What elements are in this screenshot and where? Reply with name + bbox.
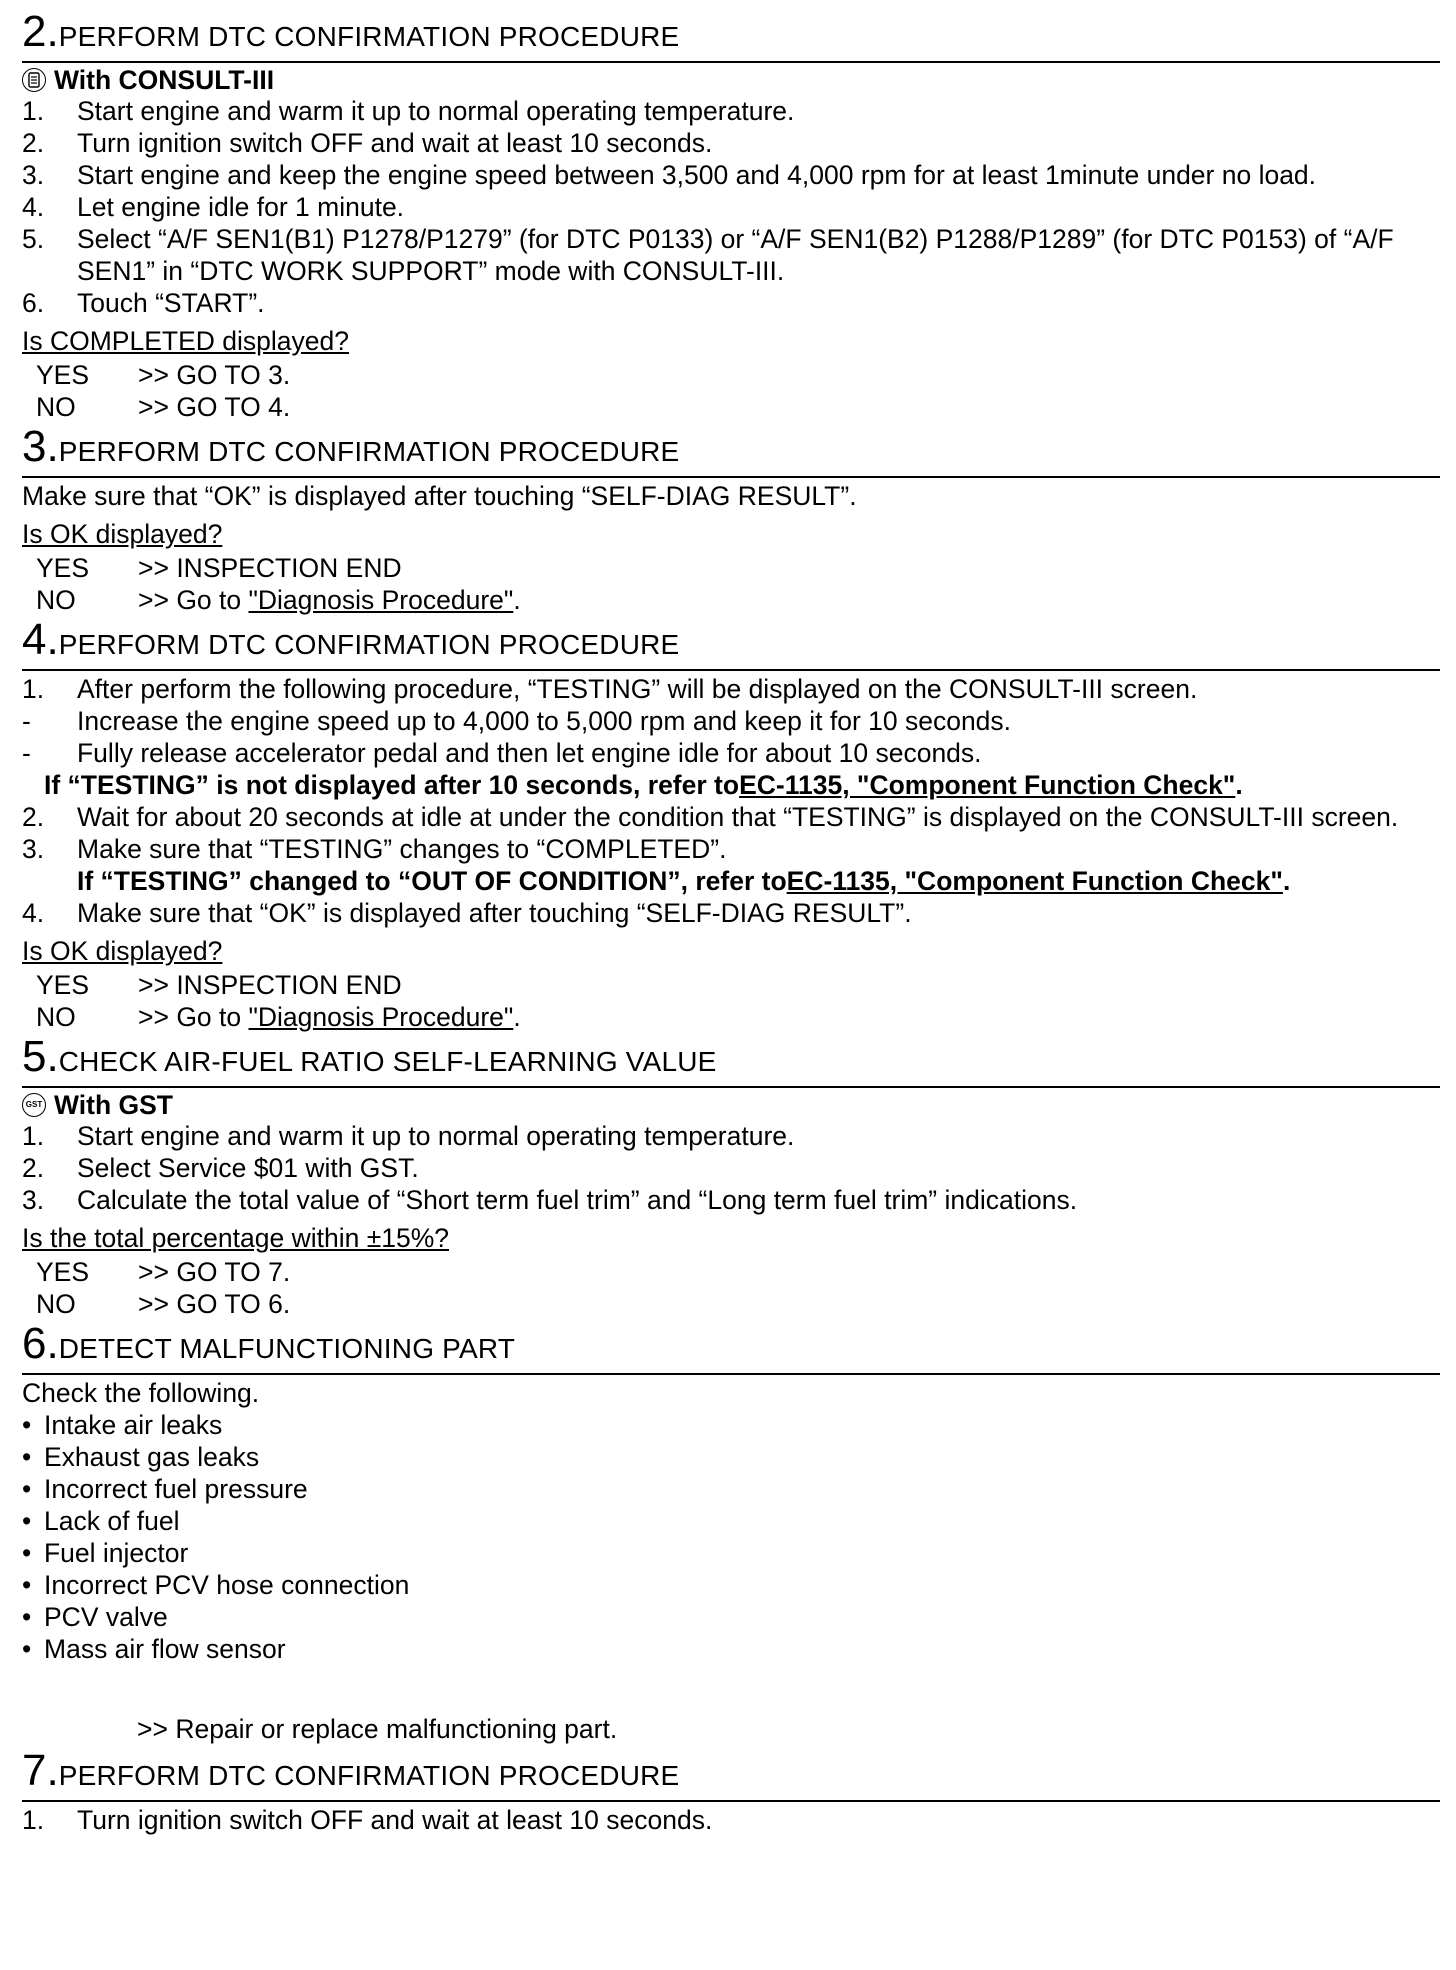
item-number: 2. [22,1153,45,1183]
step-6 [22,1320,1440,1747]
answer-no [22,584,1440,616]
list-item [22,1633,1440,1665]
item-text: Start engine and warm it up to normal operating temperature. [77,1121,795,1151]
body-text: Make sure that “OK” is displayed after touching “SELF-DIAG RESULT”. [22,481,857,511]
answer-action: >> GO TO 4. [138,392,291,422]
item-text: Fully release accelerator pedal and then let engine idle for about 10 seconds. [77,738,982,768]
answer-yes [22,359,1440,391]
punctuation: . [513,1002,521,1032]
list-item [22,191,1440,223]
body-text: Check the following. [22,1378,260,1408]
bullet: • [22,1442,32,1472]
step-number: 7. [22,1746,59,1795]
warning-note [22,769,1440,801]
answer-key: NO [36,585,76,615]
list-item [22,95,1440,127]
step-header [22,1033,1440,1088]
diagnosis-procedure-link[interactable]: "Diagnosis Procedure" [248,1002,514,1032]
step-title: PERFORM DTC CONFIRMATION PROCEDURE [58,436,680,467]
tool-requirement [22,65,1440,95]
item-text: Let engine idle for 1 minute. [77,192,405,222]
step-number: 2. [22,7,59,56]
list-item [22,897,1440,929]
item-text: Incorrect fuel pressure [44,1474,308,1504]
step-title: CHECK AIR-FUEL RATIO SELF-LEARNING VALUE [58,1046,717,1077]
diagnosis-procedure-link[interactable]: "Diagnosis Procedure" [248,585,514,615]
list-item [22,1120,1440,1152]
list-subitem [22,705,1440,737]
tool-requirement [22,1090,1440,1120]
list-item [22,1537,1440,1569]
answer-action: >> INSPECTION END [138,553,402,583]
item-number: 1. [22,96,45,126]
item-text: Start engine and warm it up to normal operating temperature. [77,96,795,126]
list-item [22,127,1440,159]
step-header [22,8,1440,63]
item-text: Calculate the total value of “Short term fuel trim” and “Long term fuel trim” indications. [77,1185,1078,1215]
punctuation: . [1282,866,1291,896]
spacer [22,1665,1440,1713]
step-title: PERFORM DTC CONFIRMATION PROCEDURE [58,629,680,660]
item-number: 1. [22,1121,45,1151]
item-dash: - [22,706,31,736]
decision-question: Is COMPLETED displayed? [22,326,349,356]
step-4 [22,616,1440,1033]
bullet: • [22,1634,32,1664]
list-item [22,1184,1440,1216]
warning-note [22,865,1440,897]
item-text: Wait for about 20 seconds at idle at under the condition that “TESTING” is displayed on the CONSULT-III screen. [77,802,1399,832]
item-number: 3. [22,1185,45,1215]
list-item [22,223,1440,287]
answer-no [22,1001,1440,1033]
step-header [22,616,1440,671]
bullet: • [22,1474,32,1504]
list-item [22,801,1440,833]
item-text: Make sure that “TESTING” changes to “COMPLETED”. [77,834,727,864]
answer-action: >> GO TO 6. [138,1289,291,1319]
list-item [22,1152,1440,1184]
item-text: Mass air flow sensor [44,1634,286,1664]
list-item [22,159,1440,191]
step-number: 5. [22,1032,59,1081]
list-item [22,833,1440,865]
item-dash: - [22,738,31,768]
item-text: After perform the following procedure, “TESTING” will be displayed on the CONSULT-III screen. [77,674,1198,704]
item-number: 1. [22,674,45,704]
list-item [22,1601,1440,1633]
item-text: Start engine and keep the engine speed between 3,500 and 4,000 rpm for at least 1minute under no load. [77,160,1317,190]
step-header [22,1747,1440,1802]
item-text: Turn ignition switch OFF and wait at least 10 seconds. [77,128,713,158]
item-number: 6. [22,288,45,318]
answer-key: YES [36,553,90,583]
item-text: Turn ignition switch OFF and wait at least 10 seconds. [77,1805,713,1835]
item-text: PCV valve [44,1602,168,1632]
item-number: 4. [22,898,45,928]
step-title: DETECT MALFUNCTIONING PART [58,1333,516,1364]
step-header [22,1320,1440,1375]
decision-question: Is OK displayed? [22,936,223,966]
answer-key: NO [36,392,76,422]
item-number: 3. [22,160,45,190]
tool-label: With GST [54,1090,173,1120]
item-text: Touch “START”. [77,288,265,318]
answer-key: NO [36,1289,76,1319]
step-title: PERFORM DTC CONFIRMATION PROCEDURE [58,21,680,52]
tool-label: With CONSULT-III [54,65,275,95]
answer-key: NO [36,1002,76,1032]
step-5 [22,1033,1440,1320]
item-text: Select Service $01 with GST. [77,1153,419,1183]
answer-key: YES [36,1257,90,1287]
answer-key: YES [36,360,90,390]
action-note: >> Repair or replace malfunctioning part. [137,1714,618,1744]
answer-action: >> INSPECTION END [138,970,402,1000]
punctuation: . [1235,770,1243,800]
item-text: Increase the engine speed up to 4,000 to 5,000 rpm and keep it for 10 seconds. [77,706,1012,736]
item-text: Incorrect PCV hose connection [44,1570,410,1600]
step-2 [22,8,1440,423]
list-item [22,1569,1440,1601]
item-text: Intake air leaks [44,1410,223,1440]
step-7 [22,1747,1440,1836]
answer-yes [22,1256,1440,1288]
answer-no [22,1288,1440,1320]
item-number: 3. [22,834,45,864]
list-item [22,1441,1440,1473]
consult-icon [22,68,46,92]
step-number: 4. [22,615,59,664]
item-number: 4. [22,192,45,222]
list-subitem [22,737,1440,769]
answer-yes [22,552,1440,584]
item-text: Select “A/F SEN1(B1) P1278/P1279” (for DTC P0133) or “A/F SEN1(B2) P1288/P1289” (for DTC P0153) of “A/F SEN1” in “DTC WORK SUPPORT” mode with CONSULT-III. [77,224,1394,286]
component-function-check-link[interactable]: EC-1135, "Component Function Check" [786,866,1283,896]
bullet: • [22,1602,32,1632]
gst-icon: GST [22,1093,46,1117]
warning-text: If “TESTING” is not displayed after 10 seconds, refer to [44,770,740,800]
step-number: 3. [22,422,59,471]
warning-text: If “TESTING” changed to “OUT OF CONDITION”, refer to [77,866,787,896]
step-3 [22,423,1440,616]
list-item [22,1409,1440,1441]
list-item [22,287,1440,319]
decision-question: Is OK displayed? [22,519,223,549]
bullet: • [22,1538,32,1568]
item-text: Make sure that “OK” is displayed after touching “SELF-DIAG RESULT”. [77,898,912,928]
step-title: PERFORM DTC CONFIRMATION PROCEDURE [58,1760,680,1791]
bullet: • [22,1410,32,1440]
decision-question: Is the total percentage within ±15%? [22,1223,450,1253]
list-item [22,1505,1440,1537]
answer-action: >> Go to [138,1002,249,1032]
procedure-document [22,8,1440,1836]
list-item [22,673,1440,705]
list-item [22,1804,1440,1836]
answer-key: YES [36,970,90,1000]
step-number: 6. [22,1319,59,1368]
item-number: 2. [22,802,45,832]
answer-action: >> Go to [138,585,249,615]
answer-action: >> GO TO 7. [138,1257,291,1287]
component-function-check-link[interactable]: EC-1135, "Component Function Check" [739,770,1236,800]
item-number: 2. [22,128,45,158]
punctuation: . [513,585,521,615]
item-number: 5. [22,224,45,254]
answer-yes [22,969,1440,1001]
item-text: Fuel injector [44,1538,189,1568]
bullet: • [22,1506,32,1536]
item-text: Exhaust gas leaks [44,1442,260,1472]
item-text: Lack of fuel [44,1506,180,1536]
answer-no [22,391,1440,423]
item-number: 1. [22,1805,45,1835]
answer-action: >> GO TO 3. [138,360,291,390]
step-header [22,423,1440,478]
bullet: • [22,1570,32,1600]
list-item [22,1473,1440,1505]
